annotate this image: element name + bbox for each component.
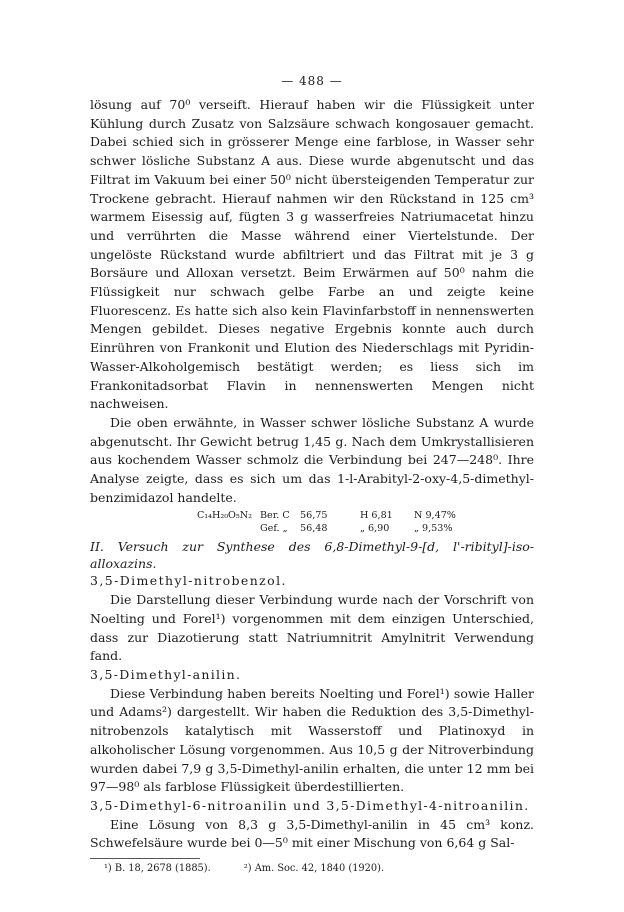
analysis-cell: Ber. C bbox=[260, 510, 290, 522]
analysis-cell: 56,48 bbox=[300, 523, 328, 535]
formula-name: C₁₄H₂₀O₅N₂ bbox=[196, 510, 252, 522]
heading-nitroanilin: 3,5-Dimethyl-6-nitroanilin und 3,5-Dimethyl-4-nitroanilin. bbox=[90, 797, 530, 813]
analysis-formula bbox=[90, 509, 534, 535]
paragraph-4: Diese Verbindung haben bereits Noelting und Forel¹) sowie Haller und Adams²) dargestellt. Wir haben die Reduktion des 3,5-Dimethyl-nitrobenzols katalytisch mit Wasserstoff und Platinoxyd in alkoholischer Lösung vorgenommen. Aus 10,5 g der Nitroverbindung wurden dabei 7,9 g 3,5-Dimethyl-anilin erhalten, die unter 12 mm bei 97—98⁰ als farblose Flüssigkeit überdestillierten. bbox=[90, 685, 534, 795]
footnotes bbox=[90, 862, 534, 875]
heading-dimethyl-nitrobenzol: 3,5-Dimethyl-nitrobenzol. bbox=[90, 573, 287, 589]
footnote-1: ¹) B. 18, 2678 (1885). bbox=[104, 863, 211, 874]
analysis-cell: Gef. „ bbox=[260, 523, 288, 535]
heading-dimethyl-anilin: 3,5-Dimethyl-anilin. bbox=[90, 666, 242, 682]
analysis-cell: „ 9,53% bbox=[414, 523, 453, 535]
page-number: — 488 — bbox=[281, 74, 343, 88]
paragraph-5: Eine Lösung von 8,3 g 3,5-Dimethyl-anilin in 45 cm³ konz. Schwefelsäure wurde bei 0—5⁰ mit einer Mischung von 6,64 g Sal- bbox=[90, 816, 534, 851]
paragraph-1: lösung auf 70⁰ verseift. Hierauf haben wir die Flüssigkeit unter Kühlung durch Zusatz von Salzsäure schwach kongosauer gemacht. Dabei schied sich in grösserer Menge eine farblose, in Wasser sehr schwer lösliche Substanz A aus. Diese wurde abgenutscht und das Filtrat im Vakuum bei einer 50⁰ nicht übersteigenden Temperatur zur Trockene gebracht. Hierauf nahmen wir den Rückstand in 125 cm³ warmem Eisessig auf, fügten 3 g wasserfreies Natriumacetat hinzu und verrührten die Masse während einer Viertelstunde. Der ungelöste Rückstand wurde abfiltriert und das Filtrat mit je 3 g Borsäure und Alloxan versetzt. Beim Erwärmen auf 50⁰ nahm die Flüssigkeit nur schwach gelbe Farbe an und zeigte keine Fluorescenz. Es hatte sich also kein Flavinfarbstoff in nennenswerten Mengen gebildet. Dieses negative Ergebnis konnte auch durch Einrühren von Frankonit und Elution des Niederschlags mit Pyridin-Wasser-Alkoholgemisch bestätigt werden; es liess sich im Frankonitadsorbat Flavin in nennenswerten Mengen nicht nachweisen. bbox=[90, 97, 534, 412]
footnote-divider bbox=[90, 858, 200, 859]
analysis-cell: „ 6,90 bbox=[360, 523, 390, 535]
analysis-calculated-row bbox=[260, 509, 534, 522]
body-text bbox=[90, 96, 534, 853]
analysis-cell: 56,75 bbox=[300, 510, 328, 522]
paragraph-3: Die Darstellung dieser Verbindung wurde nach der Vorschrift von Noelting und Forel¹) vorgenommen mit dem einzigen Unterschied, dass zur Diazotierung statt Natriumnitrit Amylnitrit Verwendung fand. bbox=[90, 592, 534, 664]
section-title: II. Versuch zur Synthese des 6,8-Dimethyl-9-[d, l'-ribityl]-iso-alloxazins. bbox=[90, 539, 534, 572]
footnote-2: ²) Am. Soc. 42, 1840 (1920). bbox=[243, 863, 385, 874]
analysis-cell: H 6,81 bbox=[360, 510, 393, 522]
paragraph-2: Die oben erwähnte, in Wasser schwer lösliche Substanz A wurde abgenutscht. Ihr Gewicht betrug 1,45 g. Nach dem Umkrystallisieren aus kochendem Wasser schmolz die Verbindung bei 247—248⁰. Ihre Analyse zeigte, dass es sich um das 1-l-Arabityl-2-oxy-4,5-dimethyl-benzimidazol handelte. bbox=[90, 414, 534, 505]
analysis-found-row bbox=[260, 522, 534, 535]
analysis-cell: N 9,47% bbox=[414, 510, 456, 522]
